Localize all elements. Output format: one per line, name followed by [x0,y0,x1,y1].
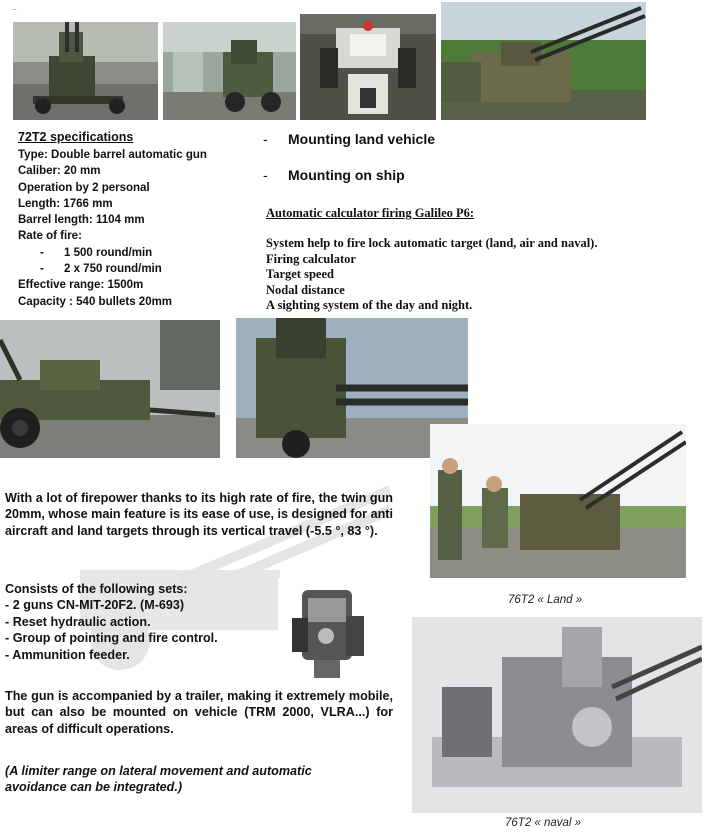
calculator-line: Nodal distance [266,282,345,297]
calculator-line: Firing calculator [266,251,356,266]
caption-land: 76T2 « Land » [508,594,583,606]
top-label: .. [12,2,18,12]
spec-title: 72T2 specifications [18,130,134,144]
spec-capacity: Capacity : 540 bullets 20mm [18,295,173,308]
sets-title: Consists of the following sets: [5,582,188,596]
spec-length: Length: 1766 mm [18,197,113,210]
spec-type: Type: Double barrel automatic gun [18,149,207,161]
mounting-ship: - Mounting on ship [263,167,405,183]
mechanism-drawing [278,578,376,684]
calculator-title: Automatic calculator firing Galileo P6: [266,206,475,220]
photo-firing-seat [300,14,436,120]
photo-gun-naval [412,617,702,813]
photo-gun-trailer [0,320,220,458]
set-item: - Reset hydraulic action. [5,614,151,629]
spec-rate-item: - 2 x 750 round/min [40,263,162,276]
photo-gun-vehicle [441,2,646,120]
spec-rate-of-fire: Rate of fire: [18,230,82,243]
spec-list [18,147,207,310]
photo-gun-front [13,22,158,120]
description-intro: With a lot of firepower thanks to its high rate of fire, the twin gun 20mm, whose main feature is its ease of use, is designed for anti aircraft and land targets through its vertical travel (-5.5 °, 83 °). [5,491,393,538]
mounting-land: - Mounting land vehicle [263,131,436,147]
spec-caliber: Caliber: 20 mm [18,165,101,178]
spec-operation: Operation by 2 personal [18,181,150,194]
calculator-line: Target speed [266,267,334,282]
calculator-list [266,236,597,314]
set-item: - Group of pointing and fire control. [5,631,218,646]
spec-barrel-length: Barrel length: 1104 mm [18,214,145,227]
caption-naval: 76T2 « naval » [505,817,582,829]
spec-range: Effective range: 1500m [18,279,144,292]
set-item: - Ammunition feeder. [5,647,130,662]
photo-gun-hangar [163,22,296,120]
photo-gun-land [430,424,686,578]
spec-rate-item: - 1 500 round/min [40,246,153,259]
set-item: - 2 guns CN-MIT-20F2. (M-693) [5,598,185,613]
description-note: (A limiter range on lateral movement and automatic avoidance can be integrated.) [5,764,312,795]
description-trailer: The gun is accompanied by a trailer, making it extremely mobile, but can also be mounted on vehicle (TRM 2000, VLRA...) for areas of difficult operations. [5,689,393,736]
calculator-line: A sighting system of the day and night. [266,298,473,313]
calculator-line: System help to fire lock automatic target (land, air and naval). [266,236,598,250]
description-sets [5,581,218,663]
